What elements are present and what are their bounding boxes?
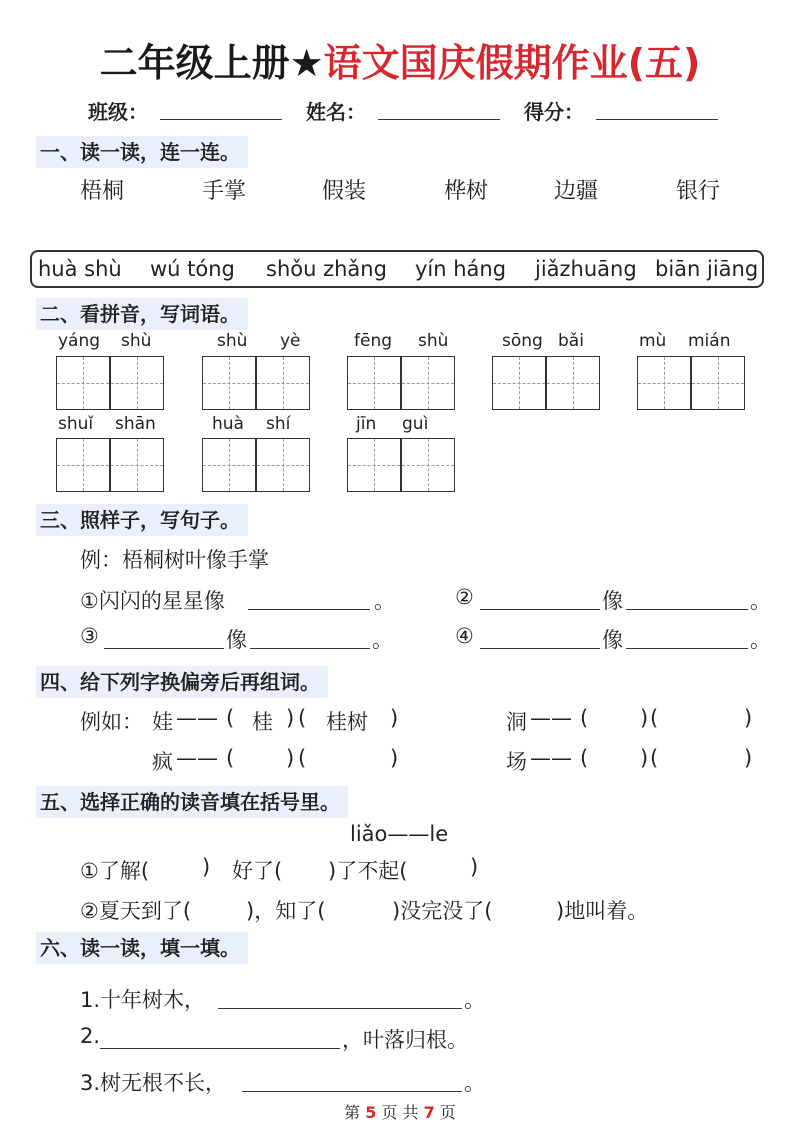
close-paren[interactable]: )	[640, 746, 649, 770]
title-red: 语文国庆假期作业(五)	[323, 41, 701, 85]
open-paren: (	[580, 706, 589, 730]
open-paren: (	[298, 706, 307, 730]
name-label: 姓名：	[306, 100, 366, 124]
example-answer: 桂树	[326, 710, 368, 734]
proverb-1: 1.十年树木，	[80, 988, 206, 1012]
answer-blank[interactable]	[480, 609, 600, 610]
answer-blank[interactable]	[250, 648, 370, 649]
answer-blank[interactable]	[480, 648, 600, 649]
class-field[interactable]	[160, 119, 282, 120]
pinyin-item[interactable]: shǒu zhǎng	[266, 257, 387, 281]
answer-blank[interactable]	[626, 648, 748, 649]
close-paren[interactable]: )	[640, 706, 649, 730]
open-paren: (	[298, 746, 307, 770]
period: 。	[464, 1071, 485, 1095]
open-paren: (	[580, 746, 589, 770]
proverb-3: 3.树无根不长，	[80, 1071, 227, 1095]
period: 。	[372, 628, 393, 652]
writing-grid[interactable]	[401, 438, 455, 492]
pinyin-item[interactable]: yín háng	[415, 257, 507, 281]
grid-pinyin: bǎi	[558, 331, 584, 351]
writing-grid[interactable]	[56, 356, 110, 410]
grid-pinyin: huà	[212, 414, 244, 434]
total-pages: 7	[423, 1103, 435, 1122]
open-paren: (	[650, 746, 659, 770]
writing-grid[interactable]	[401, 356, 455, 410]
grid-pinyin: shí	[266, 414, 291, 434]
word-item[interactable]: 手掌	[202, 179, 247, 204]
pinyin-item[interactable]: huà shù	[38, 257, 122, 281]
pinyin-item[interactable]: wú tóng	[150, 257, 235, 281]
current-page: 5	[365, 1103, 377, 1122]
close-paren[interactable]: )	[744, 706, 753, 730]
sentence-2-number: ②	[455, 585, 474, 609]
open-paren: (	[650, 706, 659, 730]
section-1-title: 一、读一读，连一连。	[36, 136, 248, 168]
xiang-word: 像	[226, 628, 247, 652]
char-item: 洞	[506, 710, 527, 734]
name-field[interactable]	[378, 119, 500, 120]
period: 。	[750, 628, 771, 652]
xiang-word: 像	[602, 589, 623, 613]
dash: ——	[176, 706, 218, 730]
example-label: 例如：	[80, 710, 143, 734]
footer-mid: 页 共	[381, 1103, 419, 1122]
writing-grid[interactable]	[110, 438, 164, 492]
pinyin-item[interactable]: biān jiāng	[655, 257, 759, 281]
writing-grid[interactable]	[110, 356, 164, 410]
answer-blank[interactable]	[248, 609, 370, 610]
grid-pinyin: mián	[688, 331, 731, 351]
dash: ——	[530, 706, 572, 730]
page-title	[0, 32, 800, 87]
char-item: 疯	[152, 750, 173, 774]
writing-grid[interactable]	[202, 356, 256, 410]
section-6-title: 六、读一读，填一填。	[36, 932, 248, 964]
answer-blank[interactable]	[626, 609, 748, 610]
writing-grid[interactable]	[202, 438, 256, 492]
period: 。	[374, 589, 395, 613]
example-char: 娃	[152, 710, 173, 734]
score-field[interactable]	[596, 119, 718, 120]
grid-pinyin: sōng	[502, 331, 543, 351]
example-sentence: 例：梧桐树叶像手掌	[80, 548, 269, 572]
answer-blank[interactable]	[242, 1091, 462, 1092]
page-footer	[0, 1100, 800, 1123]
sentence-1-prefix: ①闪闪的星星像	[80, 589, 225, 613]
dash: ——	[176, 746, 218, 770]
section-3-title: 三、照样子，写句子。	[36, 504, 248, 536]
example-answer: 桂	[252, 710, 273, 734]
grid-pinyin: fēng	[354, 331, 393, 351]
pinyin-box	[30, 250, 764, 288]
proverb-2-number: 2.	[80, 1024, 101, 1048]
close-paren[interactable]: )	[286, 746, 295, 770]
close-paren[interactable]: )	[470, 855, 479, 879]
writing-grid[interactable]	[256, 356, 310, 410]
section-5-title: 五、选择正确的读音填在括号里。	[36, 786, 348, 818]
writing-grid[interactable]	[546, 356, 600, 410]
close-paren[interactable]: )	[202, 855, 211, 879]
reading-choices: liǎo——le	[350, 822, 449, 846]
answer-blank[interactable]	[104, 648, 224, 649]
question-text: ②夏天到了(	[80, 899, 192, 923]
answer-blank[interactable]	[100, 1048, 340, 1049]
question-text: ①了解(	[80, 859, 150, 883]
grid-pinyin: shù	[217, 331, 248, 351]
writing-grid[interactable]	[347, 438, 401, 492]
word-item[interactable]: 假装	[322, 179, 367, 204]
period: 。	[750, 589, 771, 613]
writing-grid[interactable]	[691, 356, 745, 410]
grid-pinyin: yáng	[58, 331, 101, 351]
class-label: 班级：	[88, 100, 148, 124]
pinyin-item[interactable]: jiǎzhuāng	[535, 257, 637, 281]
close-paren[interactable]: )	[390, 746, 399, 770]
xiang-word: 像	[602, 628, 623, 652]
word-item[interactable]: 边疆	[554, 179, 599, 204]
proverb-2: ，叶落归根。	[342, 1028, 468, 1052]
writing-grid[interactable]	[637, 356, 691, 410]
writing-grid[interactable]	[256, 438, 310, 492]
writing-grid[interactable]	[56, 438, 110, 492]
section-2-title: 二、看拼音，写词语。	[36, 298, 248, 330]
writing-grid[interactable]	[492, 356, 546, 410]
open-paren: (	[226, 746, 235, 770]
word-item[interactable]: 梧桐	[80, 179, 125, 204]
char-item: 场	[506, 750, 527, 774]
grid-pinyin: shān	[115, 414, 156, 434]
section-4-title: 四、给下列字换偏旁后再组词。	[36, 666, 328, 698]
grid-pinyin: shuǐ	[58, 414, 94, 434]
footer-post: 页	[439, 1103, 456, 1122]
open-paren: (	[226, 706, 235, 730]
word-item[interactable]: 桦树	[444, 179, 489, 204]
writing-grid[interactable]	[347, 356, 401, 410]
grid-pinyin: guì	[402, 414, 429, 434]
grid-pinyin: shù	[418, 331, 449, 351]
grid-pinyin: shù	[121, 331, 152, 351]
question-text: 好了(	[232, 859, 283, 883]
question-text: )没完没了(	[392, 899, 493, 923]
dash: ——	[530, 746, 572, 770]
title-black: 二年级上册★	[99, 41, 324, 85]
question-text: )，知了(	[246, 899, 326, 923]
sentence-3-number: ③	[80, 624, 99, 648]
period: 。	[464, 988, 485, 1012]
sentence-4-number: ④	[455, 624, 474, 648]
question-text: )了不起(	[328, 859, 408, 883]
grid-pinyin: mù	[639, 331, 667, 351]
score-label: 得分：	[524, 100, 584, 124]
footer-pre: 第	[344, 1103, 361, 1122]
grid-pinyin: jīn	[356, 414, 377, 434]
word-item[interactable]: 银行	[676, 179, 721, 204]
grid-pinyin: yè	[280, 331, 301, 351]
close-paren: )	[286, 706, 295, 730]
answer-blank[interactable]	[218, 1008, 462, 1009]
question-text: )地叫着。	[556, 899, 649, 923]
close-paren: )	[390, 706, 399, 730]
close-paren[interactable]: )	[744, 746, 753, 770]
